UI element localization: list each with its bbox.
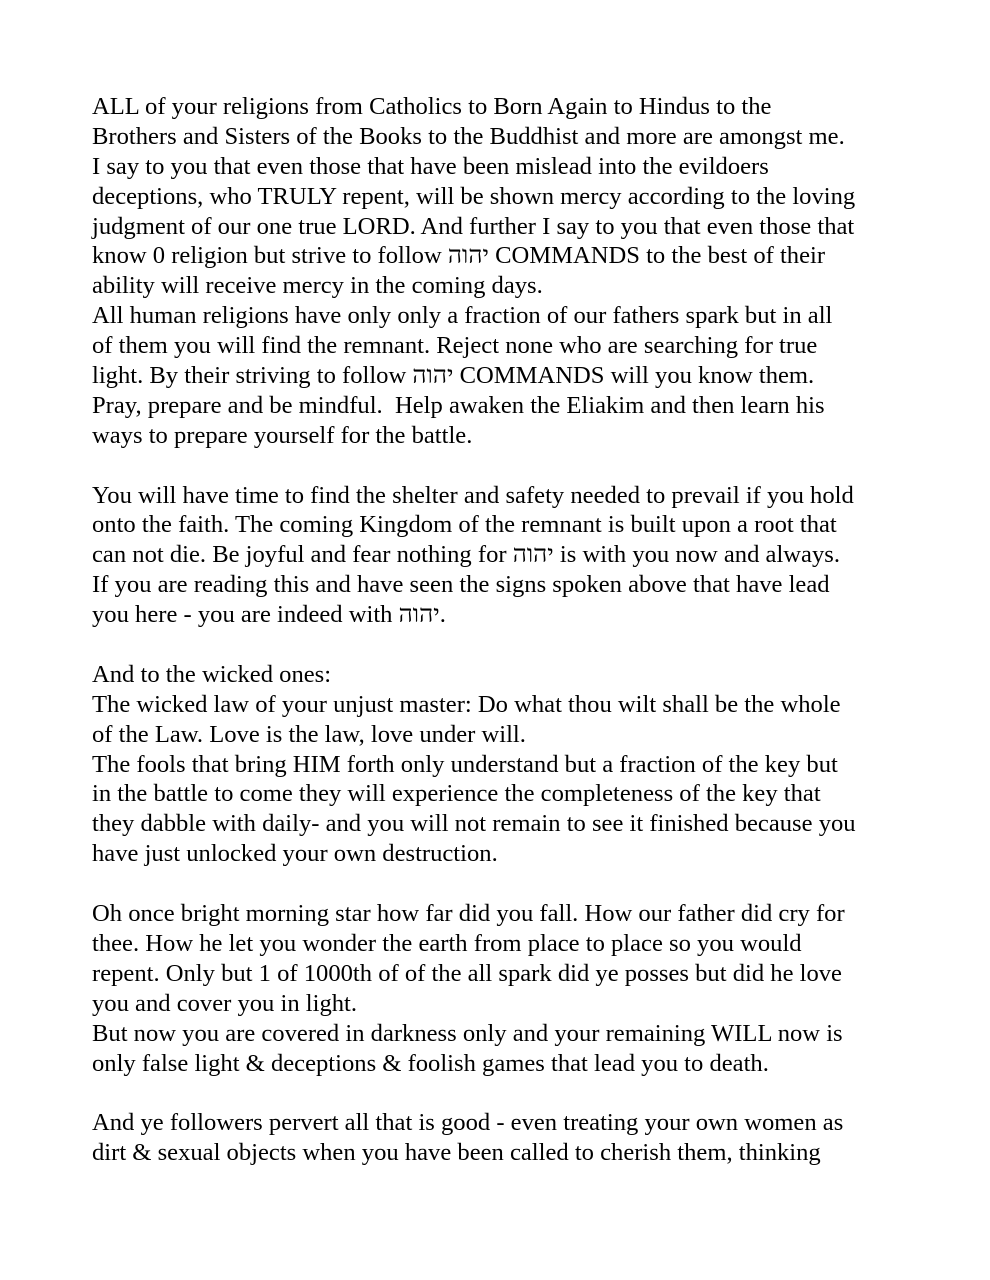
text-line: Oh once bright morning star how far did you fall. How our father did cry for <box>92 900 845 928</box>
paragraph-religions <box>92 92 912 451</box>
text-line: thee. How he let you wonder the earth from place to place so you would <box>92 929 802 957</box>
text-line: But now you are covered in darkness only and your remaining WILL now is <box>92 1019 843 1047</box>
text-line: in the battle to come they will experience the completeness of the key that <box>92 780 821 808</box>
paragraph-wicked-ones <box>92 660 912 869</box>
text-line: And ye followers pervert all that is good - even treating your own women as <box>92 1109 844 1137</box>
text-line: You will have time to find the shelter and safety needed to prevail if you hold <box>92 481 854 509</box>
paragraph-spacer <box>92 869 912 899</box>
text-line: I say to you that even those that have been mislead into the evildoers <box>92 152 769 180</box>
text-line: If you are reading this and have seen the signs spoken above that have lead <box>92 571 830 599</box>
text-line: light. By their striving to follow יהוה COMMANDS will you know them. <box>92 362 815 390</box>
text-line: you here - you are indeed with יהוה. <box>92 601 446 629</box>
paragraph-morning-star <box>92 899 912 1078</box>
text-line: And to the wicked ones: <box>92 660 332 688</box>
text-line: of them you will find the remnant. Reject none who are searching for true <box>92 332 818 360</box>
paragraph-followers <box>92 1108 912 1168</box>
text-line: repent. Only but 1 of 1000th of of the all spark did ye posses but did he love <box>92 959 842 987</box>
text-line: you and cover you in light. <box>92 989 358 1017</box>
text-line: they dabble with daily- and you will not remain to see it finished because you <box>92 810 856 838</box>
text-line: ways to prepare yourself for the battle. <box>92 421 473 449</box>
text-line: The fools that bring HIM forth only understand but a fraction of the key but <box>92 750 838 778</box>
text-line: only false light & deceptions & foolish games that lead you to death. <box>92 1049 769 1077</box>
text-line: The wicked law of your unjust master: Do what thou wilt shall be the whole <box>92 690 841 718</box>
paragraph-shelter <box>92 481 912 630</box>
text-line: All human religions have only only a fraction of our fathers spark but in all <box>92 302 833 330</box>
text-line: judgment of our one true LORD. And further I say to you that even those that <box>92 212 855 240</box>
text-line: Pray, prepare and be mindful. Help awaken the Eliakim and then learn his <box>92 391 825 419</box>
text-line: can not die. Be joyful and fear nothing for יהוה is with you now and always. <box>92 541 840 569</box>
text-line: have just unlocked your own destruction. <box>92 840 498 868</box>
document-page <box>92 92 912 1168</box>
paragraph-spacer <box>92 451 912 481</box>
paragraph-spacer <box>92 630 912 660</box>
text-line: ALL of your religions from Catholics to Born Again to Hindus to the <box>92 93 772 120</box>
text-line: dirt & sexual objects when you have been called to cherish them, thinking <box>92 1139 821 1167</box>
paragraph-spacer <box>92 1078 912 1108</box>
text-line: of the Law. Love is the law, love under will. <box>92 720 526 748</box>
text-line: onto the faith. The coming Kingdom of the remnant is built upon a root that <box>92 511 837 539</box>
text-line: Brothers and Sisters of the Books to the Buddhist and more are amongst me. <box>92 122 845 150</box>
text-line: know 0 religion but strive to follow יהוה COMMANDS to the best of their <box>92 242 826 270</box>
text-line: ability will receive mercy in the coming days. <box>92 272 543 300</box>
text-line: deceptions, who TRULY repent, will be shown mercy according to the loving <box>92 182 856 210</box>
